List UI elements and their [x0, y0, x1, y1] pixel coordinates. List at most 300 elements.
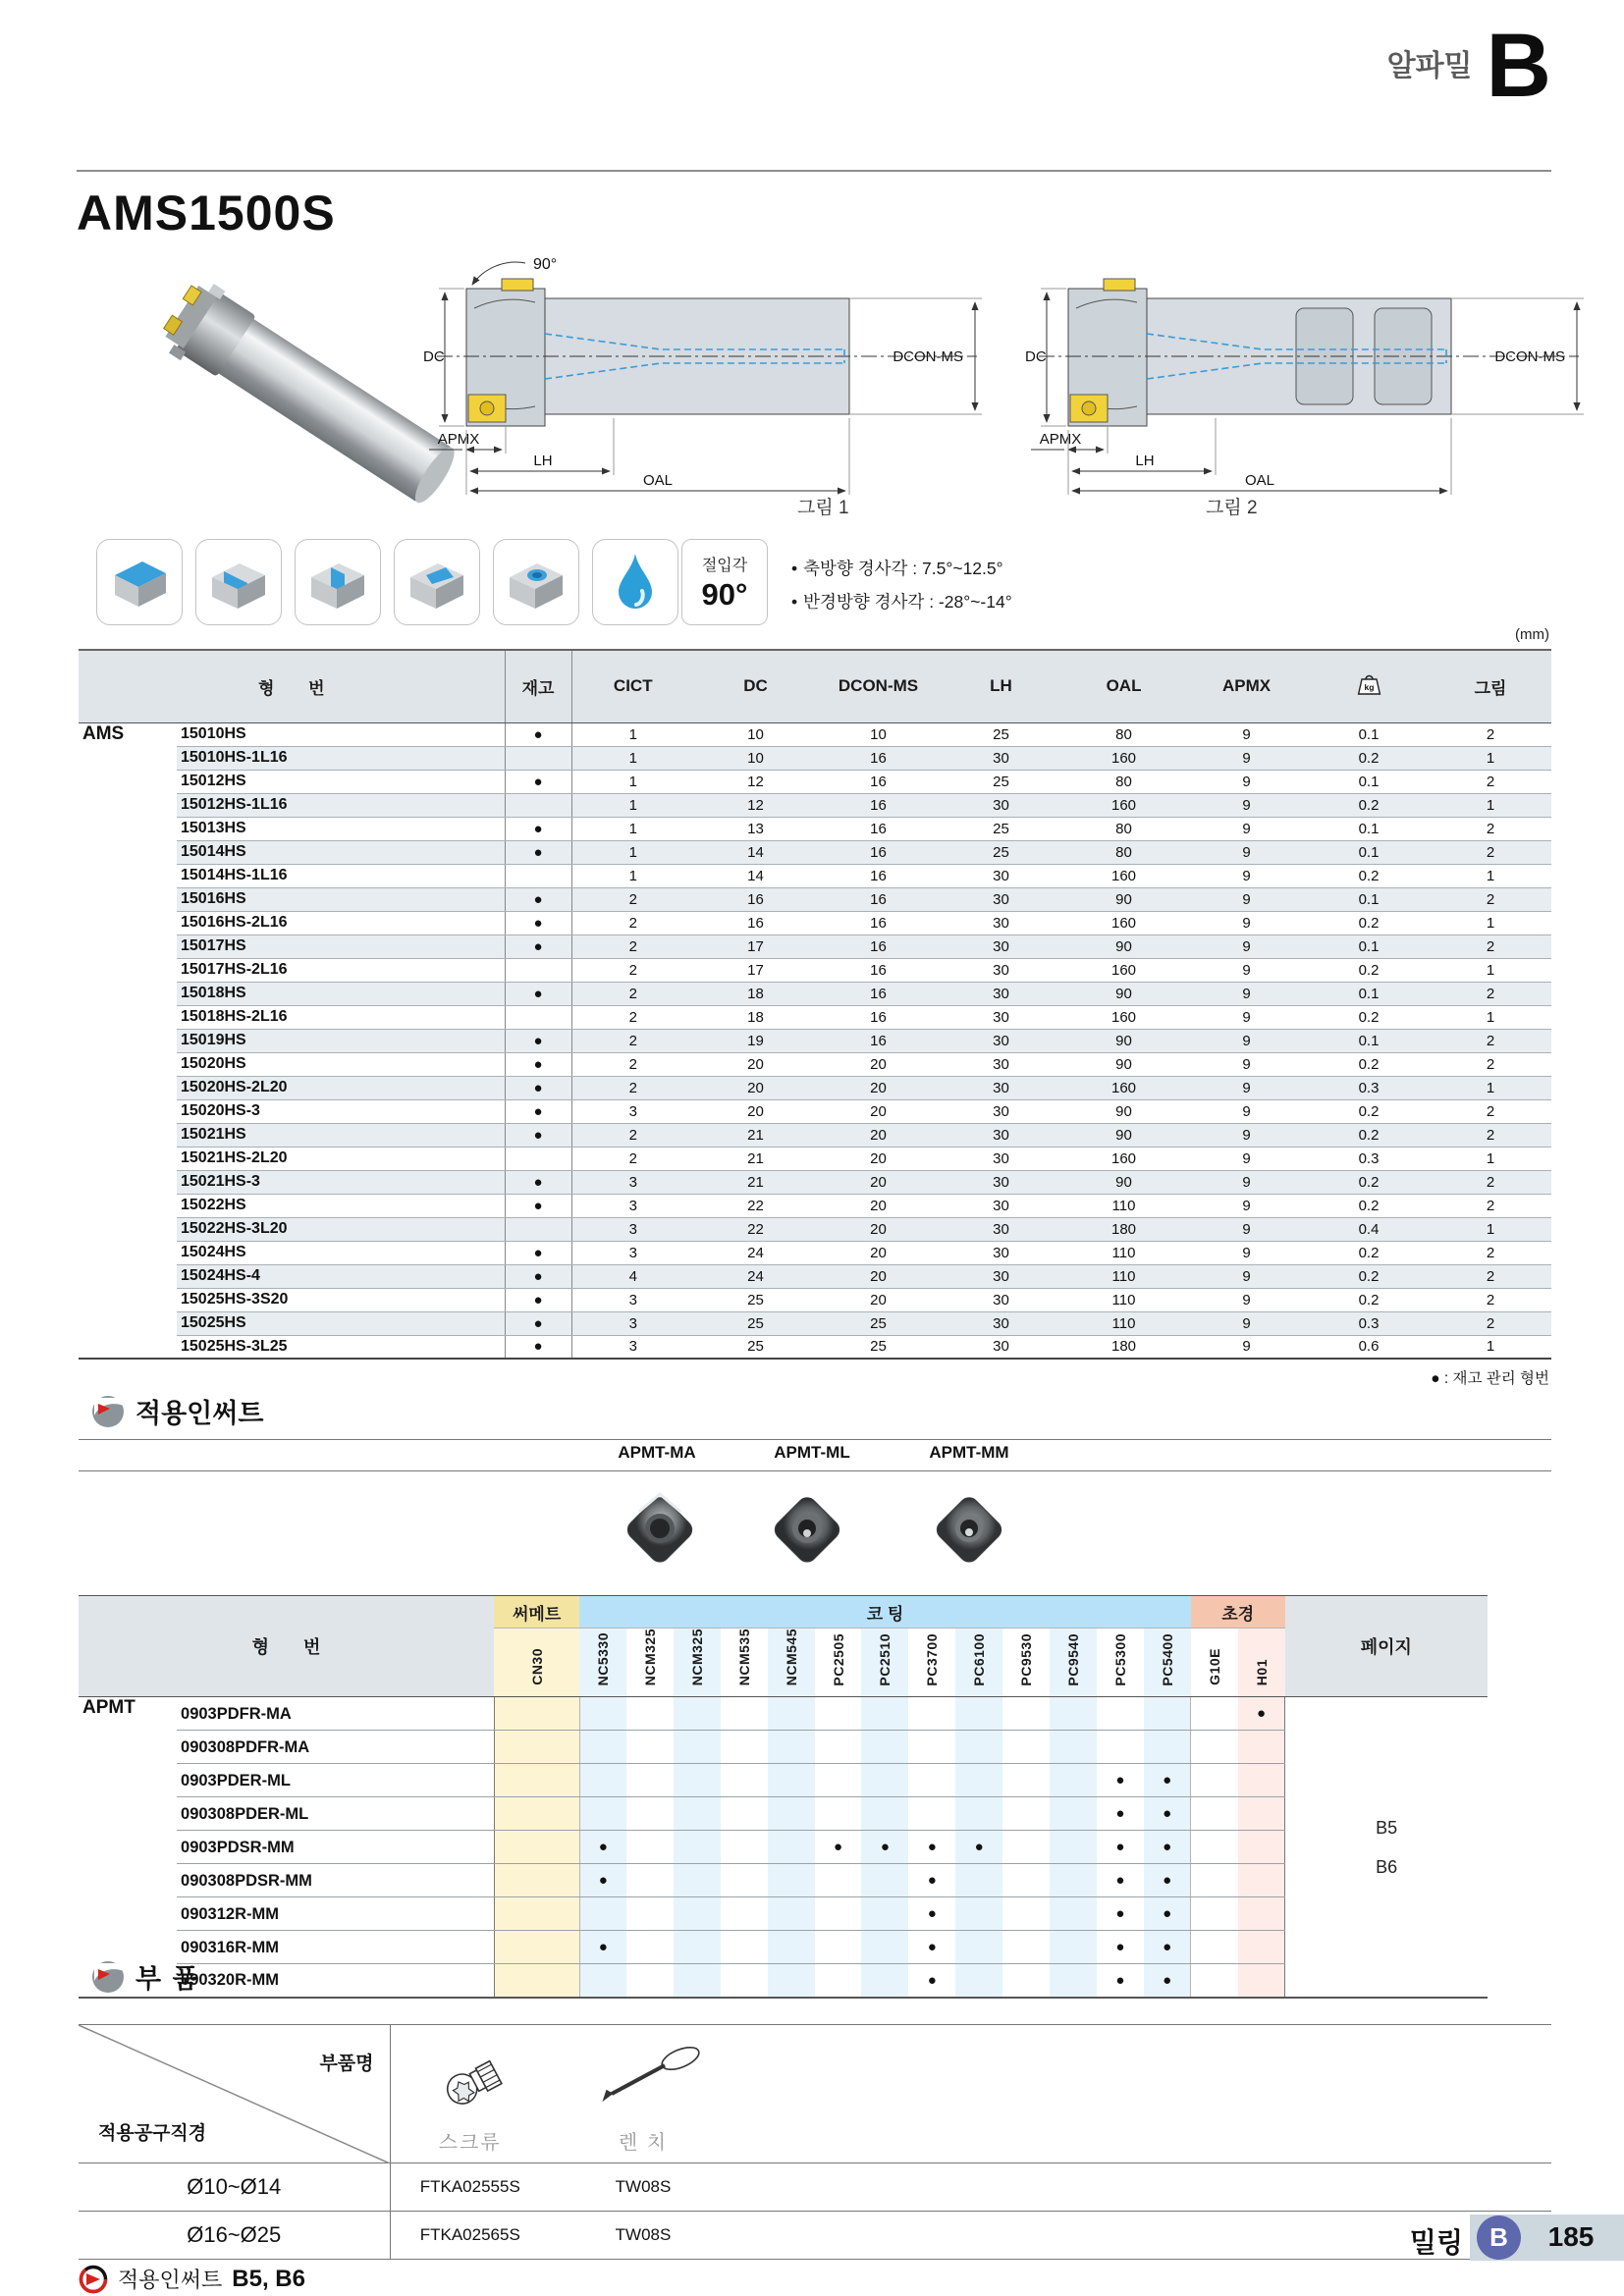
- grade-col-header: [579, 1629, 626, 1697]
- dcon-cell: 20: [817, 1147, 940, 1170]
- grade-cell: [1238, 1897, 1285, 1931]
- lh-cell: 30: [940, 1311, 1062, 1335]
- fig-cell: 2: [1430, 1123, 1551, 1147]
- grade-dot-cell: ●: [1144, 1964, 1191, 1998]
- fig-cell: 1: [1430, 958, 1551, 982]
- lh-cell: 25: [940, 840, 1062, 864]
- lh-cell: 30: [940, 982, 1062, 1005]
- grade-cell: [674, 1864, 721, 1897]
- series-cell: [79, 958, 177, 982]
- grade-cell: [815, 1964, 862, 1998]
- grade-col-header: [674, 1629, 721, 1697]
- oal-cell: 160: [1062, 746, 1185, 770]
- stock-cell: ●: [505, 1170, 571, 1194]
- oal-cell: 180: [1062, 1335, 1185, 1359]
- grade-label: NCM325: [688, 1629, 705, 1686]
- part-name-label: 부품명: [319, 2054, 374, 2074]
- grade-cell: [955, 1931, 1002, 1964]
- dc-cell: 18: [694, 1005, 817, 1029]
- stock-cell: ●: [505, 911, 571, 934]
- grade-label: CN30: [528, 1648, 545, 1686]
- inserts-section-title: 적용인써트: [135, 1399, 264, 1428]
- grade-cell: [1002, 1797, 1050, 1831]
- grade-cell: [861, 1931, 908, 1964]
- dc-cell: 12: [694, 770, 817, 793]
- fig-cell: 2: [1430, 1052, 1551, 1076]
- insert-photo-ml: [761, 1482, 854, 1580]
- apmx-cell: 9: [1185, 1335, 1308, 1359]
- grade-cell: [674, 1764, 721, 1797]
- series-cell: [79, 1170, 177, 1194]
- fig-cell: 2: [1430, 817, 1551, 840]
- dcon-cell: 16: [817, 840, 940, 864]
- model-cell: 090308PDFR-MA: [177, 1731, 494, 1764]
- col-header-lh: LH: [940, 650, 1062, 722]
- dc-cell: 10: [694, 722, 817, 746]
- fig1-caption: 그림 1: [797, 498, 849, 518]
- col-header-oal: OAL: [1062, 650, 1185, 722]
- table-row: [79, 1964, 1488, 1998]
- screw-part-cell: FTKA02555S: [390, 2163, 550, 2212]
- shoulder-milling-icon: [195, 539, 282, 625]
- series-cell: [79, 1147, 177, 1170]
- parts-header-row: [79, 2025, 1551, 2163]
- grade-cell: [494, 1964, 579, 1998]
- oal-cell: 110: [1062, 1194, 1185, 1217]
- lh-cell: 30: [940, 1241, 1062, 1264]
- grade-label: NCM545: [783, 1629, 799, 1686]
- grade-cell: [721, 1831, 768, 1864]
- wrench-label: 렌 치: [618, 2131, 669, 2154]
- table-row: [79, 1311, 1551, 1335]
- table-row: [79, 2212, 1551, 2260]
- grade-cell: [815, 1731, 862, 1764]
- wrench-column-header: [550, 2025, 736, 2163]
- model-cell: 15016HS-2L16: [177, 911, 505, 934]
- series-cell: [79, 934, 177, 958]
- apmx-cell: 9: [1185, 911, 1308, 934]
- series-cell: APMT: [82, 1697, 135, 1719]
- model-cell: 15012HS-1L16: [177, 793, 505, 817]
- lh-cell: 25: [940, 770, 1062, 793]
- cict-cell: 2: [571, 1005, 694, 1029]
- grade-dot-cell: ●: [861, 1831, 908, 1864]
- table-row: [79, 1241, 1551, 1264]
- grade-cell: [861, 1897, 908, 1931]
- cict-cell: 3: [571, 1099, 694, 1123]
- grade-cell: [1050, 1931, 1097, 1964]
- table-row: [79, 1099, 1551, 1123]
- cict-cell: 1: [571, 864, 694, 887]
- col-header-dcon: DCON-MS: [817, 650, 940, 722]
- unit-label: (mm): [1515, 626, 1549, 643]
- fig2-apmx-label: APMX: [1039, 431, 1082, 448]
- lh-cell: 30: [940, 793, 1062, 817]
- kg-cell: 0.3: [1308, 1311, 1430, 1335]
- oal-cell: 90: [1062, 934, 1185, 958]
- grade-cell: [908, 1731, 955, 1764]
- cict-cell: 1: [571, 722, 694, 746]
- grade-dot-cell: ●: [1144, 1864, 1191, 1897]
- oal-cell: 90: [1062, 1170, 1185, 1194]
- series-cell: [79, 864, 177, 887]
- dcon-cell: 20: [817, 1288, 940, 1311]
- fig1-angle-label: 90°: [533, 256, 558, 273]
- dc-cell: 24: [694, 1264, 817, 1288]
- kg-cell: 0.1: [1308, 982, 1430, 1005]
- grade-cell: [626, 1731, 674, 1764]
- apmx-cell: 9: [1185, 1005, 1308, 1029]
- col-header-fig: 그림: [1430, 650, 1551, 722]
- grade-cell: [1144, 1731, 1191, 1764]
- dcon-cell: 20: [817, 1241, 940, 1264]
- grade-col-header: [721, 1629, 768, 1697]
- grade-col-header: [768, 1629, 815, 1697]
- oal-cell: 160: [1062, 864, 1185, 887]
- machining-icon-row: [96, 539, 678, 625]
- grade-dot-cell: ●: [1144, 1764, 1191, 1797]
- oal-cell: 160: [1062, 1147, 1185, 1170]
- stock-cell: [505, 864, 571, 887]
- table-row: [79, 958, 1551, 982]
- dcon-cell: 16: [817, 817, 940, 840]
- table-row: [79, 982, 1551, 1005]
- cict-cell: 1: [571, 817, 694, 840]
- grade-cell: [721, 1931, 768, 1964]
- grade-cell: [626, 1864, 674, 1897]
- kg-cell: 0.2: [1308, 1123, 1430, 1147]
- fig-cell: 2: [1430, 1241, 1551, 1264]
- col-header-weight: [1308, 650, 1430, 722]
- fig-cell: 2: [1430, 1311, 1551, 1335]
- model-cell: 15024HS-4: [177, 1264, 505, 1288]
- table-row: [79, 770, 1551, 793]
- cict-cell: 4: [571, 1264, 694, 1288]
- model-cell: 0903PDER-ML: [177, 1764, 494, 1797]
- dc-cell: 13: [694, 817, 817, 840]
- oal-cell: 110: [1062, 1288, 1185, 1311]
- grade-cell: [1002, 1897, 1050, 1931]
- grade-cell: [768, 1764, 815, 1797]
- grade-cell: [1191, 1897, 1238, 1931]
- table-row: [79, 722, 1551, 746]
- oal-cell: 90: [1062, 1029, 1185, 1052]
- dc-cell: 20: [694, 1076, 817, 1099]
- grade-cell: [908, 1797, 955, 1831]
- oal-cell: 80: [1062, 722, 1185, 746]
- stock-cell: ●: [505, 1335, 571, 1359]
- oal-cell: 90: [1062, 1052, 1185, 1076]
- page-ref-cell: [1285, 1697, 1488, 1998]
- grade-cell: [721, 1764, 768, 1797]
- apmx-cell: 9: [1185, 934, 1308, 958]
- grade-col-header: [1191, 1629, 1238, 1697]
- stock-cell: ●: [505, 887, 571, 911]
- cict-cell: 1: [571, 746, 694, 770]
- kg-cell: 0.2: [1308, 958, 1430, 982]
- kg-cell: 0.2: [1308, 1264, 1430, 1288]
- grade-dot-cell: ●: [1097, 1764, 1144, 1797]
- fig-cell: 1: [1430, 1076, 1551, 1099]
- apmx-cell: 9: [1185, 1123, 1308, 1147]
- category-letter: B: [1486, 16, 1551, 116]
- grade-cell: [1002, 1731, 1050, 1764]
- oal-cell: 90: [1062, 982, 1185, 1005]
- grade-cell: [579, 1797, 626, 1831]
- screw-part-cell: FTKA02565S: [390, 2212, 550, 2260]
- tool-diameter-label: 적용공구직경: [98, 2123, 207, 2144]
- grade-cell: [768, 1864, 815, 1897]
- oal-cell: 80: [1062, 817, 1185, 840]
- grade-col-header: [1002, 1629, 1050, 1697]
- grade-label: PC3700: [924, 1632, 941, 1686]
- dc-cell: 19: [694, 1029, 817, 1052]
- page-title: AMS1500S: [77, 186, 336, 240]
- series-cell: [79, 840, 177, 864]
- grade-cell: [721, 1897, 768, 1931]
- grade-cell: [1050, 1897, 1097, 1931]
- kg-cell: 0.1: [1308, 1029, 1430, 1052]
- col-header-cict: CICT: [571, 650, 694, 722]
- kg-cell: 0.6: [1308, 1335, 1430, 1359]
- table-row: [79, 1217, 1551, 1241]
- cict-cell: 1: [571, 840, 694, 864]
- fig1-dcon-label: DCON-MS: [893, 348, 963, 365]
- grade-cell: [1191, 1964, 1238, 1998]
- grade-label: G10E: [1206, 1648, 1222, 1686]
- grade-cell: [494, 1697, 579, 1731]
- dcon-cell: 25: [817, 1335, 940, 1359]
- stock-cell: [505, 1005, 571, 1029]
- stock-cell: ●: [505, 1241, 571, 1264]
- model-cell: 15018HS-2L16: [177, 1005, 505, 1029]
- table-row: [79, 1335, 1551, 1359]
- grade-cell: [494, 1864, 579, 1897]
- kg-cell: 0.2: [1308, 793, 1430, 817]
- model-cell: 15025HS: [177, 1311, 505, 1335]
- grade-label: NCM325: [641, 1629, 658, 1686]
- cict-cell: 2: [571, 911, 694, 934]
- series-cell: [79, 793, 177, 817]
- grade-cell: [1238, 1931, 1285, 1964]
- table-row: [79, 1076, 1551, 1099]
- grade-col-header: [861, 1629, 908, 1697]
- apmx-cell: 9: [1185, 1076, 1308, 1099]
- insert-band-line-top: [79, 1439, 1551, 1440]
- dc-cell: 14: [694, 840, 817, 864]
- kg-cell: 0.1: [1308, 887, 1430, 911]
- parts-header-filler: [736, 2025, 1551, 2163]
- dcon-cell: 16: [817, 911, 940, 934]
- grade-cell: [768, 1831, 815, 1864]
- diameter-cell: Ø10~Ø14: [79, 2163, 390, 2212]
- series-cell: [79, 1897, 177, 1931]
- grade-cell: [1191, 1831, 1238, 1864]
- oal-cell: 160: [1062, 911, 1185, 934]
- fig-cell: 2: [1430, 934, 1551, 958]
- lh-cell: 30: [940, 1005, 1062, 1029]
- footer-category-badge: B: [1477, 2216, 1521, 2260]
- lh-cell: 30: [940, 934, 1062, 958]
- lh-cell: 30: [940, 1170, 1062, 1194]
- series-cell: [79, 1099, 177, 1123]
- grade-dot-cell: ●: [815, 1831, 862, 1864]
- grade-cell: [861, 1864, 908, 1897]
- lh-cell: 30: [940, 1147, 1062, 1170]
- dc-cell: 25: [694, 1311, 817, 1335]
- table-row: [79, 1147, 1551, 1170]
- footer-section-label: 밀링: [1409, 2227, 1463, 2258]
- dcon-cell: 20: [817, 1194, 940, 1217]
- oal-cell: 90: [1062, 1123, 1185, 1147]
- fig-cell: 2: [1430, 770, 1551, 793]
- stock-cell: ●: [505, 1194, 571, 1217]
- table-row: [79, 1931, 1488, 1964]
- dc-cell: 21: [694, 1147, 817, 1170]
- grade-cell: [721, 1731, 768, 1764]
- grade-col-header: [626, 1629, 674, 1697]
- dc-cell: 20: [694, 1099, 817, 1123]
- apmx-cell: 9: [1185, 1194, 1308, 1217]
- kg-cell: 0.1: [1308, 722, 1430, 746]
- apmx-cell: 9: [1185, 982, 1308, 1005]
- grade-cell: [815, 1764, 862, 1797]
- model-cell: 15016HS: [177, 887, 505, 911]
- grade-cell: [768, 1897, 815, 1931]
- kg-cell: 0.2: [1308, 911, 1430, 934]
- dcon-cell: 20: [817, 1264, 940, 1288]
- grade-cell: [721, 1964, 768, 1998]
- apmx-cell: 9: [1185, 864, 1308, 887]
- model-cell: 0903PDSR-MM: [177, 1831, 494, 1864]
- grade-dot-cell: ●: [579, 1831, 626, 1864]
- lh-cell: 30: [940, 1288, 1062, 1311]
- dc-cell: 10: [694, 746, 817, 770]
- model-cell: 15025HS-3L25: [177, 1335, 505, 1359]
- cict-cell: 3: [571, 1311, 694, 1335]
- page-ref: B6: [1376, 1856, 1398, 1877]
- grade-dot-cell: ●: [1097, 1897, 1144, 1931]
- model-cell: 15021HS-3: [177, 1170, 505, 1194]
- dcon-cell: 20: [817, 1217, 940, 1241]
- apmx-cell: 9: [1185, 887, 1308, 911]
- stock-cell: ●: [505, 722, 571, 746]
- grade-cell: [1002, 1831, 1050, 1864]
- model-cell: 15022HS-3L20: [177, 1217, 505, 1241]
- col-header-apmx: APMX: [1185, 650, 1308, 722]
- oal-cell: 160: [1062, 1076, 1185, 1099]
- model-cell: 15024HS: [177, 1241, 505, 1264]
- oal-cell: 80: [1062, 840, 1185, 864]
- main-table-header-row: [79, 650, 1551, 722]
- kg-cell: 0.2: [1308, 1170, 1430, 1194]
- kg-cell: 0.3: [1308, 1076, 1430, 1099]
- lh-cell: 30: [940, 1335, 1062, 1359]
- grade-cell: [674, 1697, 721, 1731]
- group-header-cermet: 써메트: [494, 1596, 579, 1629]
- stock-cell: ●: [505, 1311, 571, 1335]
- model-cell: 15017HS: [177, 934, 505, 958]
- diameter-cell: Ø16~Ø25: [79, 2212, 390, 2260]
- fig-cell: 2: [1430, 1288, 1551, 1311]
- dc-cell: 18: [694, 982, 817, 1005]
- series-cell: [79, 1288, 177, 1311]
- model-cell: 15014HS-1L16: [177, 864, 505, 887]
- fig-cell: 2: [1430, 1170, 1551, 1194]
- grade-cell: [674, 1831, 721, 1864]
- grade-col-header: [1097, 1629, 1144, 1697]
- kg-cell: 0.2: [1308, 864, 1430, 887]
- oal-cell: 180: [1062, 1217, 1185, 1241]
- grade-cell: [1097, 1697, 1144, 1731]
- grade-cell: [626, 1797, 674, 1831]
- dcon-cell: 16: [817, 793, 940, 817]
- table-row: [79, 1123, 1551, 1147]
- apmx-cell: 9: [1185, 1147, 1308, 1170]
- col-header-model: 형 번: [79, 650, 505, 722]
- lh-cell: 30: [940, 746, 1062, 770]
- grade-cell: [1191, 1731, 1238, 1764]
- col-header-dc: DC: [694, 650, 817, 722]
- model-cell: 15018HS: [177, 982, 505, 1005]
- oal-cell: 110: [1062, 1241, 1185, 1264]
- grade-cell: [494, 1931, 579, 1964]
- stock-footnote: ● : 재고 관리 형번: [1431, 1370, 1549, 1387]
- cict-cell: 2: [571, 1147, 694, 1170]
- insert-table: [79, 1595, 1488, 1999]
- cict-cell: 2: [571, 934, 694, 958]
- fig1-lh-label: LH: [533, 453, 553, 469]
- lh-cell: 30: [940, 1099, 1062, 1123]
- table-row: [79, 1170, 1551, 1194]
- dcon-cell: 16: [817, 864, 940, 887]
- dcon-cell: 20: [817, 1123, 940, 1147]
- insert-group-row: [79, 1596, 1488, 1629]
- apmx-cell: 9: [1185, 1052, 1308, 1076]
- grade-cell: [908, 1697, 955, 1731]
- parts-section-title: 부 품: [135, 1964, 198, 1994]
- series-cell: [79, 982, 177, 1005]
- dc-cell: 25: [694, 1288, 817, 1311]
- grade-cell: [494, 1731, 579, 1764]
- model-cell: 15020HS-3: [177, 1099, 505, 1123]
- fig-cell: 2: [1430, 887, 1551, 911]
- table-row: [79, 1052, 1551, 1076]
- grade-col-header: [1144, 1629, 1191, 1697]
- dc-cell: 16: [694, 887, 817, 911]
- kg-cell: 0.1: [1308, 840, 1430, 864]
- grade-cell: [815, 1697, 862, 1731]
- stock-cell: [505, 793, 571, 817]
- weight-icon: [1356, 671, 1382, 697]
- grade-cell: [1050, 1797, 1097, 1831]
- insert-col-header-page: 페이지: [1285, 1596, 1488, 1697]
- stock-cell: ●: [505, 1123, 571, 1147]
- table-row: [79, 1029, 1551, 1052]
- grade-label: PC9540: [1064, 1632, 1081, 1686]
- technical-drawing-1: [407, 251, 997, 502]
- kg-cell: 0.2: [1308, 1099, 1430, 1123]
- fig-cell: 1: [1430, 911, 1551, 934]
- grade-cell: [1238, 1764, 1285, 1797]
- dcon-cell: 10: [817, 722, 940, 746]
- dc-cell: 22: [694, 1194, 817, 1217]
- insert-type-label-mm: APMT-MM: [929, 1443, 1009, 1462]
- table-row: [79, 1797, 1488, 1831]
- oal-cell: 110: [1062, 1311, 1185, 1335]
- grade-cell: [626, 1697, 674, 1731]
- fig-cell: 1: [1430, 1147, 1551, 1170]
